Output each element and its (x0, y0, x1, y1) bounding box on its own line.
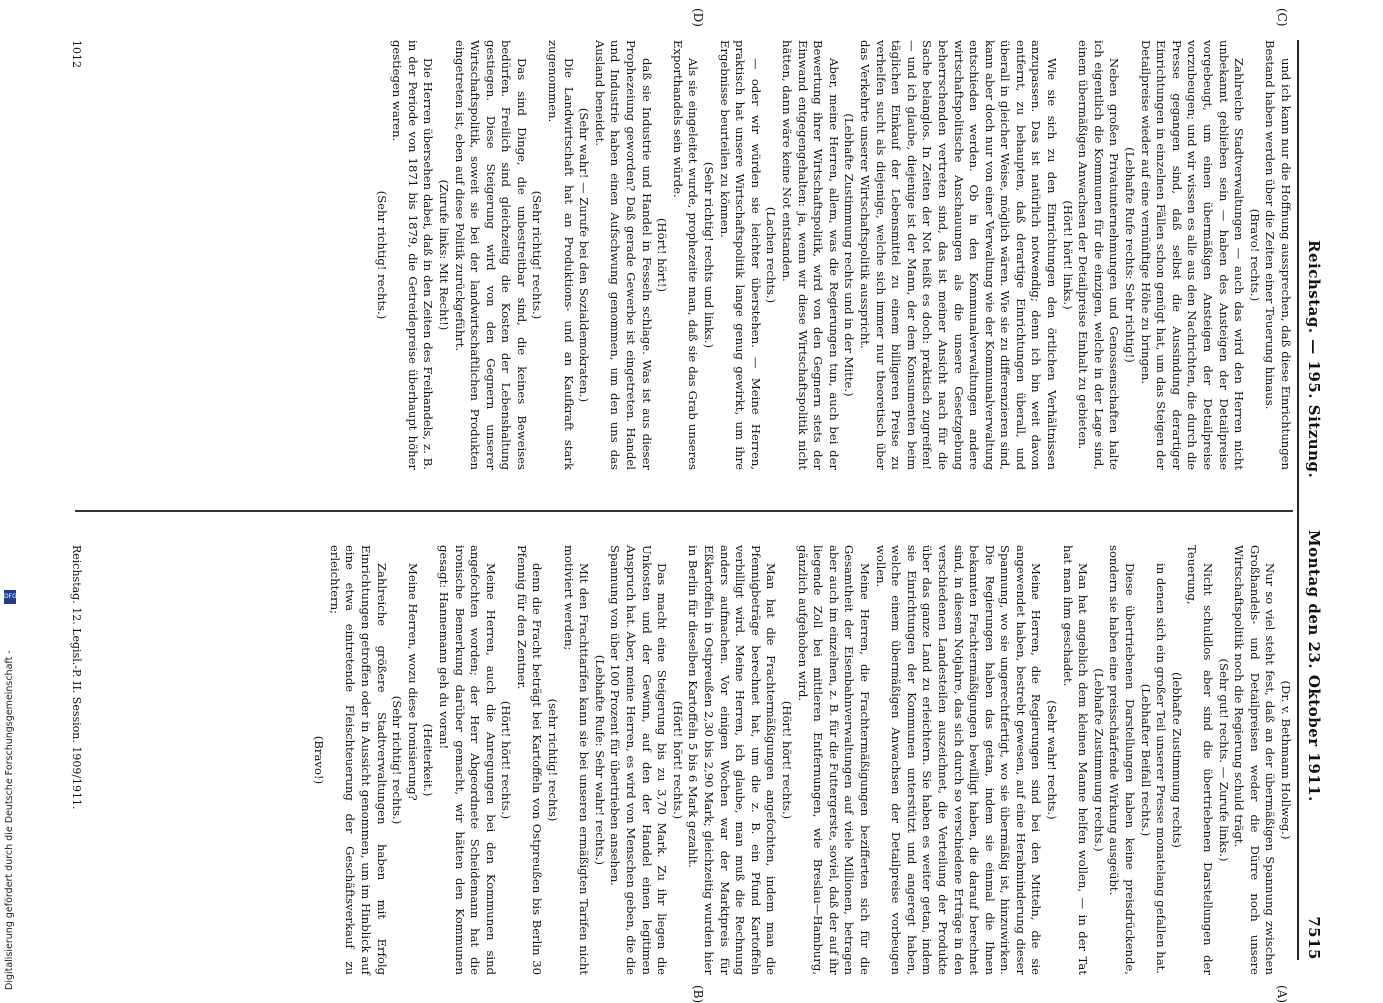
left-column (311, 545, 1293, 975)
margin-marker-a: (A) (1275, 985, 1289, 1003)
margin-marker-b: (B) (691, 985, 705, 1003)
paragraph: Meine Herren, wozu diese Ironisierung? (405, 563, 420, 801)
footer-legislature: Reichstag. 12. Legisl.-P. II. Session. 1909/1911. (70, 545, 83, 810)
session-date: Montag den 23. Oktober 1911. (1305, 530, 1323, 802)
interjection: (Sehr wahr! — Zurufe bei den Sozialdemokraten.) (577, 107, 592, 403)
paragraph: Wie sie sich zu den Einrichtungen den örtlichen Verhältnissen anzupassen. Das ist natürlich notwendig; denn ich bin weit davon entfernt, zu behaupten, daß derartige Einrichtungen überall, und überall in gleicher Weise, möglich wären. Wie sie zu differenzieren sind, kann aber doch nur von einer Verwaltung wie der Kommunalverwaltung entschieden werden. Ob in den Kommunalverwaltungen andere wirtschaftspolitische Anschauungen als die unsere Gesetzgebung beherrschenden vertreten sind, das ist meiner Ansicht nach für die Sache belanglos. In Zeiten der Not heißt es doch: praktisch zugreifen! — und ich glaube, diejenige ist der Mann, der dem Konsumenten beim täglichen Einkauf der Lebensmittel zu einem billigeren Preise zu verhelfen sucht als diejenige, welche sich immer nur theoretisch über das Verkehrte unserer Wirtschaftspolitik ausspricht. (857, 40, 1060, 470)
interjection: (Sehr richtig! rechts.) (530, 190, 545, 320)
interjection: (Bravo! rechts.) (1247, 208, 1262, 302)
interjection: (Sehr gut! rechts. — Zurufe links.) (1216, 658, 1231, 862)
paragraph: Zahlreiche größere Stadtverwaltungen haben mit Erfolg Einrichtungen getroffen oder in Aussicht genommen, um im Hinblick auf eine etwa eintretende Fleischteuerung der Geschäftsverkauf zu erleichtern; (327, 545, 389, 975)
interjection: (Heiterkeit.) (421, 723, 436, 797)
interjection: (Sehr richtig! rechts.) (374, 190, 389, 320)
interjection: (Hört! hört! links.) (1060, 200, 1075, 310)
interjection: (Sehr richtig! rechts und links.) (702, 161, 717, 349)
paragraph: Das macht eine Steigerung bis zu 3,70 Mark. Zu ihr liegen die Unkosten und der Gewinn, auf den der Handel einen legitimen Anspruch hat. Aber, meine Herren, es wird von Menschen geben, die die Spannung von über 100 Prozent für übertrieben ansehen. (608, 545, 670, 975)
interjection: (lebhafte Zustimmung rechts) (1169, 672, 1184, 848)
column-divider (75, 510, 1293, 512)
interjection: (Lebhafte Rufe: Sehr wahr! rechts.) (592, 654, 607, 866)
paragraph: in denen sich ein großer Teil unserer Presse monatelang gefallen hat. (1154, 563, 1169, 974)
page-header (1301, 40, 1323, 960)
interjection: (Hört! hört! rechts.) (780, 700, 794, 820)
paragraph: Die Herren übersehen dabei, daß in den Zeiten des Freihandels, z. B. in der Periode von 1871 bis 1879, die Getreidepreise überhaupt höher gestiegen waren. (390, 40, 436, 470)
interjection: (Sehr wahr! rechts.) (1045, 700, 1060, 820)
paragraph: und ich kann nur die Hoffnung aussprechen, daß diese Einrichtungen Bestand haben werden über die Zeiten einer Teuerung hinaus. (1263, 40, 1293, 470)
document-page (45, 0, 1345, 1003)
interjection: (Lebhafte Rufe rechts: Sehr richtig!) (1123, 147, 1138, 363)
dfg-logo: DFG (4, 590, 16, 604)
right-column (373, 40, 1293, 470)
interjection: (Hört! hört!) (655, 218, 670, 292)
paragraph: Zahlreiche Stadtverwaltungen — auch das wird den Herren nicht unbekannt geblieben sein — haben des Ansteigen der Detailpreise vorgebeugt, um einen übermäßigen Ansteigen der Detailpreise vorzubeugen; und wir wissen es alle aus den Nachrichten, die durch die Presse gegangen sind, daß selbst die Aussindung derartiger Einrichtungen in einzelnen Fällen schon genügt hat, um das Steigen der Detailpreise wieder auf eine vernünftige Höhe zu bringen. (1138, 40, 1247, 470)
interjection: (sehr richtig! rechts) (546, 698, 561, 822)
credit-text: Digitalisierung gefördert durch die Deutsche Forschungsgemeinschaft - (4, 650, 15, 990)
interjection: (Lebhafte Zustimmung rechts und in der Mitte.) (842, 113, 857, 397)
paragraph: Die Landwirtschaft hat an Produktions- und an Kaufkraft stark zugenommen. (546, 40, 576, 470)
paragraph: Meine Herren, die Frachtermäßigungen bezifferten sich für die Gesamtheit der Eisenbahnverwaltungen auf viele Millionen, betragen aber auch im einzelnen, z. B. für die Futtergerste, soviel, daß der auf ihr liegende Zoll bei mittleren Entfernungen, wie Breslau—Hamburg, gänzlich aufgehoben wird. (795, 545, 872, 975)
margin-marker-c: (C) (1275, 8, 1289, 27)
paragraph: Man hat angeblich dem kleinen Manne helfen wollen, — in der Tat hat man ihm geschadet. (1060, 545, 1091, 975)
interjection: (Sehr richtig! rechts.) (390, 695, 405, 825)
paragraph: Meine Herren, die Regierungen sind bei den Mitteln, die sie angewendet haben, bestrebt gewesen, auf eine Herabminderung dieser Spannung, wo sie ungerechtfertigt, wo sie übermäßig ist, hinzuwirken. Die Regierungen haben das getan, indem sie einmal die Ihnen bekannten Frachtermäßigungen bewilligt haben, die darauf berechnet sind, in diesem Notjahre, das sich durch so verschiedene Erträge in den verschiedenen Landesteilen auszeichnet, die Verteilung der Produkte über das ganze Land zu erleichtern. Sie haben es weiter getan, indem sie Einrichtungen der Kommunen unterstützt und angeregt haben, welche einem übermäßigen Anwachsen der Detailpreise vorbeugen wollen. (873, 545, 1044, 975)
paragraph: Meine Herren, auch die Anregungen bei den Kommunen sind angefochten worden; der Herr Abgeordnete Scheidemann hat die ironische Bemerkung darüber gemacht, wir hätten den Kommunen gesagt: Hannemann geh du voran! (436, 545, 498, 975)
interjection: (Lebhafte Zustimmung rechts.) (1091, 668, 1106, 852)
interjection: (Bravo!) (312, 735, 327, 785)
session-title: Reichstag. — 195. Sitzung. (1305, 240, 1323, 479)
paragraph: Neben großen Privatunternehmungen und Genossenschaften halte ich eigentlich die Kommunen für die einzigen, welche in der Lage sind, einem übermäßigen Anwachsen der Detailpreise Einhalt zu gebieten. (1076, 40, 1122, 470)
paragraph: daß sie Industrie und Handel in Fesseln schlage. Was ist aus dieser Prophezeiung geworden? Daß gerade Gewerbe ist eingetreten. Handel und Industrie haben einen Aufschwung genommen, um den uns das Ausland beneidet. (592, 40, 654, 470)
interjection: (Hört! hört! rechts.) (499, 700, 514, 820)
margin-marker-d: (D) (691, 8, 705, 27)
footer-page-number: 1012 (70, 40, 83, 68)
interjection: (Lebhafter Beifall rechts.) (1138, 683, 1153, 837)
interjection: (Dr. v. Bethmann Hollweg.) (1279, 680, 1293, 840)
paragraph: Mit den Frachttarifen kann sie bei unseren ermäßigten Tarifen nicht motiviert werden; (561, 545, 592, 975)
paragraph: Das sind Dinge, die unbestreitbar sind, die keines Beweises bedürfen. Freilich sind gleichzeitig die Kosten der Lebenshaltung gestiegen. Diese Steigerung wird von den Gegnern unserer Wirtschaftspolitik, soweit sie bei der landwirtschaftlichen Produkten eingetreten ist, eben auf diese Politik zurückgeführt. (452, 40, 529, 470)
interjection: (Hört! hört! rechts.) (670, 700, 685, 820)
interjection: (Zurufe links: Mit Recht!) (436, 179, 451, 331)
header-rule (1297, 40, 1299, 960)
digitization-credit (4, 593, 17, 998)
paragraph: Als sie eingeleitet wurde, prophezeite man, daß sie das Grab unseres Exporthandels sein würde. (670, 40, 701, 470)
paragraph: Diese übertriebenen Darstellungen haben keine preisdrückende, sondern sie haben eine preisschärfende Wirkung ausgeübt. (1107, 545, 1138, 975)
paragraph: — oder wir würden sie leichter überstehen. — Meine Herren, praktisch hat unsere Wirtschaftspolitik lange genug gewirkt, um ihre Ergebnisse beurteilen zu können. (717, 40, 763, 470)
paragraph: denn die Fracht beträgt bei Kartoffeln von Ostpreußen bis Berlin 30 Pfennig für den Zentner. (514, 545, 545, 975)
interjection: (Lachen rechts.) (764, 206, 779, 304)
paragraph: Aber, meine Herren, allem, was die Regierungen tun, auch bei der Bewertung ihrer Wirtschaftspolitik, wird von den Gegnern stets der Einwand entgegengehalten: ja, wenn wir diese Wirtschaftspolitik nicht hätten, dann wäre keine Not entstanden. (780, 40, 841, 470)
paragraph: Man hat die Frachtermäßigungen angefochten, indem man die Pfennigbeträge berechnet hat, um die z. B. ein Pfund Kartoffeln verbilligt wird. Meine Herren, ich glaube, man muß die Rechnung anders aufmachen. Vor einigen Wochen war der Marktpreis für Eßkartoffeln in Ostpreußen 2,30 bis 2,90 Mark; gleichzeitig wurden hier in Berlin für dieselben Kartoffeln 5 bis 6 Mark gezahlt. (686, 545, 779, 975)
paragraph: Nur so viel steht fest, daß an der übermäßigen Spannung zwischen Großhandels- und Detailpreisen weder die Dürre noch unsere Wirtschaftspolitik noch die Regierung schuld trägt. (1232, 545, 1278, 975)
paragraph: Nicht schuldlos aber sind die übertriebenen Darstellungen der Teuerung, (1185, 545, 1216, 975)
page-number: 7515 (1305, 916, 1323, 960)
